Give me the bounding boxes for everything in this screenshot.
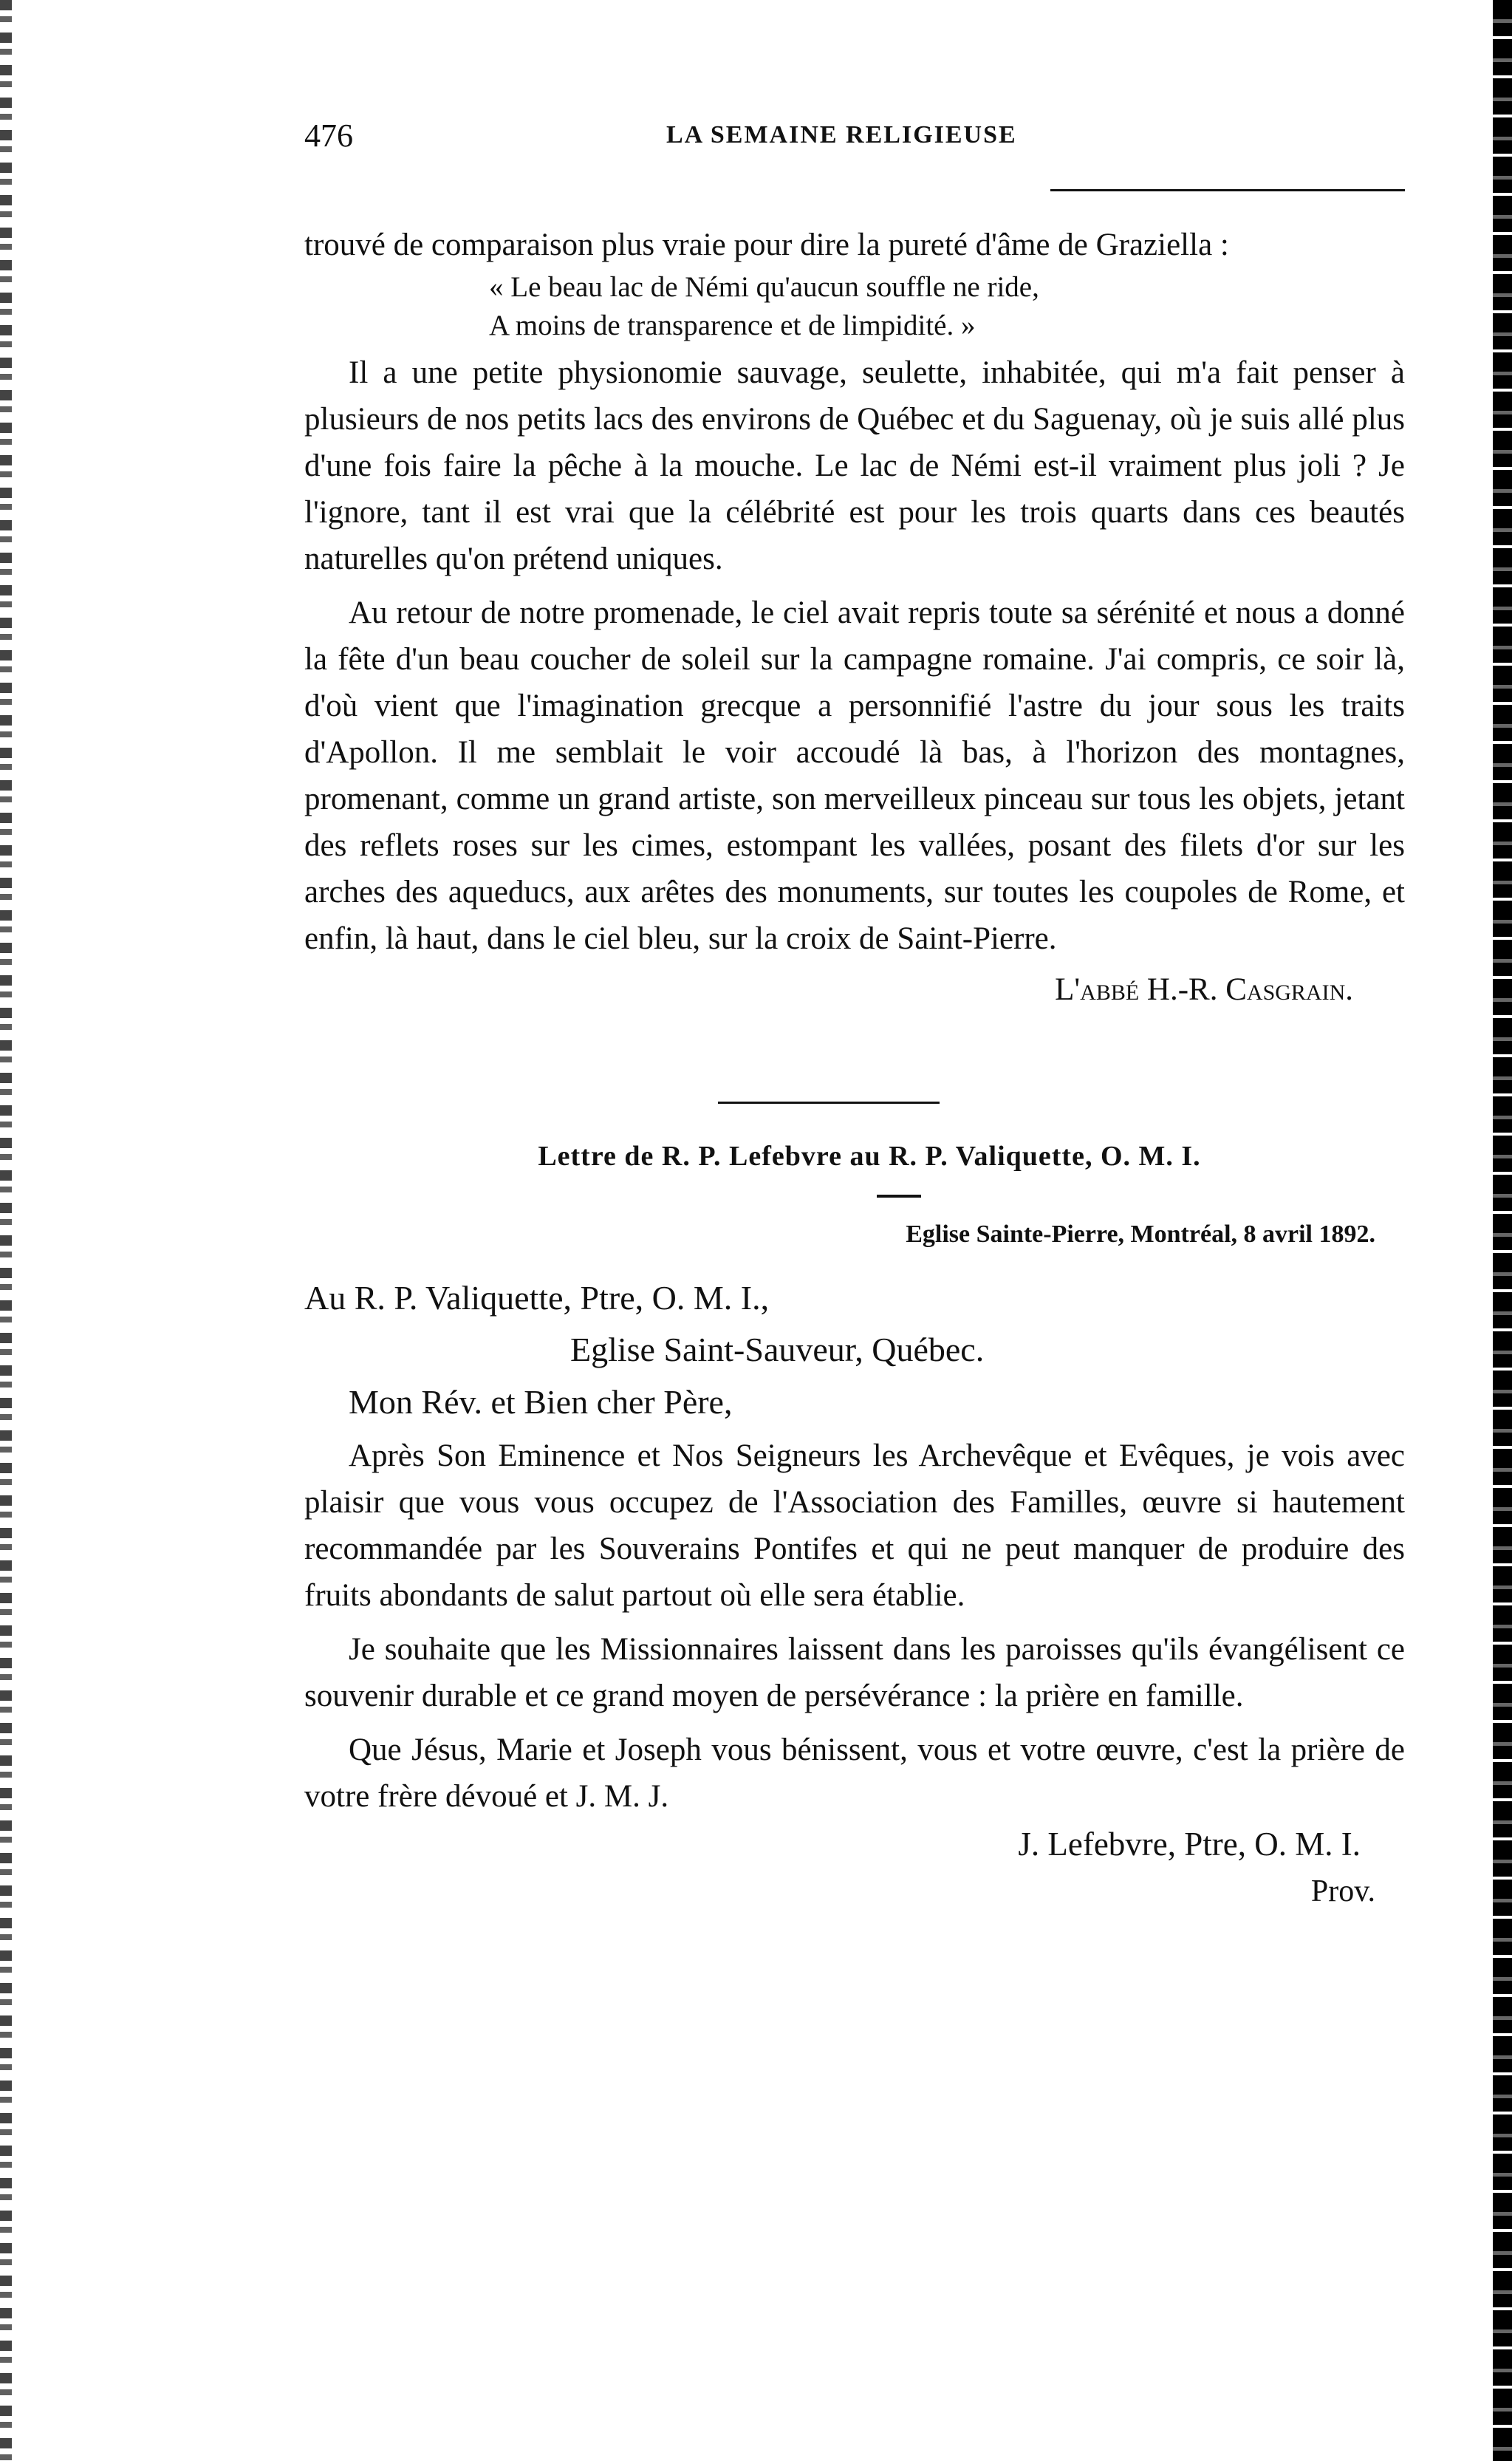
paragraph-2: Il a une petite physionomie sauvage, seulette, inhabitée, qui m'a fait penser à plusieurs de nos petits lacs des environs de Québec et du Saguenay, où je suis allé plus d'une fois faire la pêche à la mouche. Le lac de Némi est-il vraiment plus joli ? Je l'ignore, tant il est vrai que la célébrité est pour les trois quarts dans ces beautés naturelles qu'on prétend uniques. — [304, 355, 1405, 576]
scan-edge-left — [0, 0, 12, 2461]
letter-paragraph-1: Après Son Eminence et Nos Seigneurs les Archevêque et Evêques, je vois avec plaisir que vous vous occupez de l'Association des Familles, œuvre si hautement recommandée par les Souverains Pontifes et qui ne peut manquer de produire des fruits abondants de salut partout où elle sera établie. — [304, 1438, 1405, 1613]
article-body — [304, 222, 1405, 1915]
letter-paragraph-2: Je souhaite que les Missionnaires laissent dans les paroisses qu'ils évangélisent ce souvenir durable et ce grand moyen de persévérance : la prière en famille. — [304, 1632, 1405, 1713]
letter-title: Lettre de R. P. Lefebvre au R. P. Valiquette, O. M. I. — [538, 1141, 1201, 1172]
letter-salutation: Mon Rév. et Bien cher Père, — [349, 1383, 733, 1421]
paragraph-3: Au retour de notre promenade, le ciel avait repris toute sa sérénité et nous a donné la fête d'un beau coucher de soleil sur la campagne romaine. J'ai compris, ce soir là, d'où vient que l'imagination grecque a personnifié l'astre du jour sous les traits d'Apollon. Il me semblait le voir accoudé là bas, à l'horizon des montagnes, promenant, comme un grand artiste, son merveilleux pinceau sur tous les objets, jetant des reflets roses sur les cimes, estompant les vallées, posant des filets d'or sur les arches des aqueducs, aux arêtes des monuments, sur toutes les coupoles de Rome, et enfin, là haut, dans le ciel bleu, sur la croix de Saint-Pierre. — [304, 595, 1405, 956]
letter-dateline: Eglise Sainte-Pierre, Montréal, 8 avril 1892. — [906, 1221, 1375, 1248]
scan-edge-right — [1493, 0, 1512, 2461]
paragraph-1: trouvé de comparaison plus vraie pour dire la pureté d'âme de Graziella : — [304, 228, 1229, 262]
page-number: 476 — [304, 117, 353, 154]
article-signature: L'abbé H.-R. Casgrain. — [1055, 972, 1353, 1007]
quote-line-1: « Le beau lac de Némi qu'aucun souffle ne ride, — [489, 271, 1039, 303]
document-page — [304, 103, 1405, 1908]
header-rule — [1050, 189, 1405, 191]
addressee-line-2: Eglise Saint-Sauveur, Québec. — [570, 1331, 985, 1368]
letter-paragraph-3: Que Jésus, Marie et Joseph vous bénissent, vous et votre œuvre, c'est la prière de votre frère dévoué et J. M. J. — [304, 1733, 1405, 1814]
title-rule — [877, 1195, 921, 1198]
quote-line-2: A moins de transparence et de limpidité. » — [489, 310, 976, 341]
letter-signature-title: Prov. — [1310, 1874, 1375, 1908]
verse-quote — [489, 268, 1405, 345]
section-divider — [718, 1102, 940, 1104]
addressee-line-1: Au R. P. Valiquette, Ptre, O. M. I., — [304, 1279, 770, 1317]
running-header — [304, 103, 1405, 155]
letter-signature: J. Lefebvre, Ptre, O. M. I. — [1018, 1826, 1361, 1863]
running-title: LA SEMAINE RELIGIEUSE — [666, 121, 1017, 149]
